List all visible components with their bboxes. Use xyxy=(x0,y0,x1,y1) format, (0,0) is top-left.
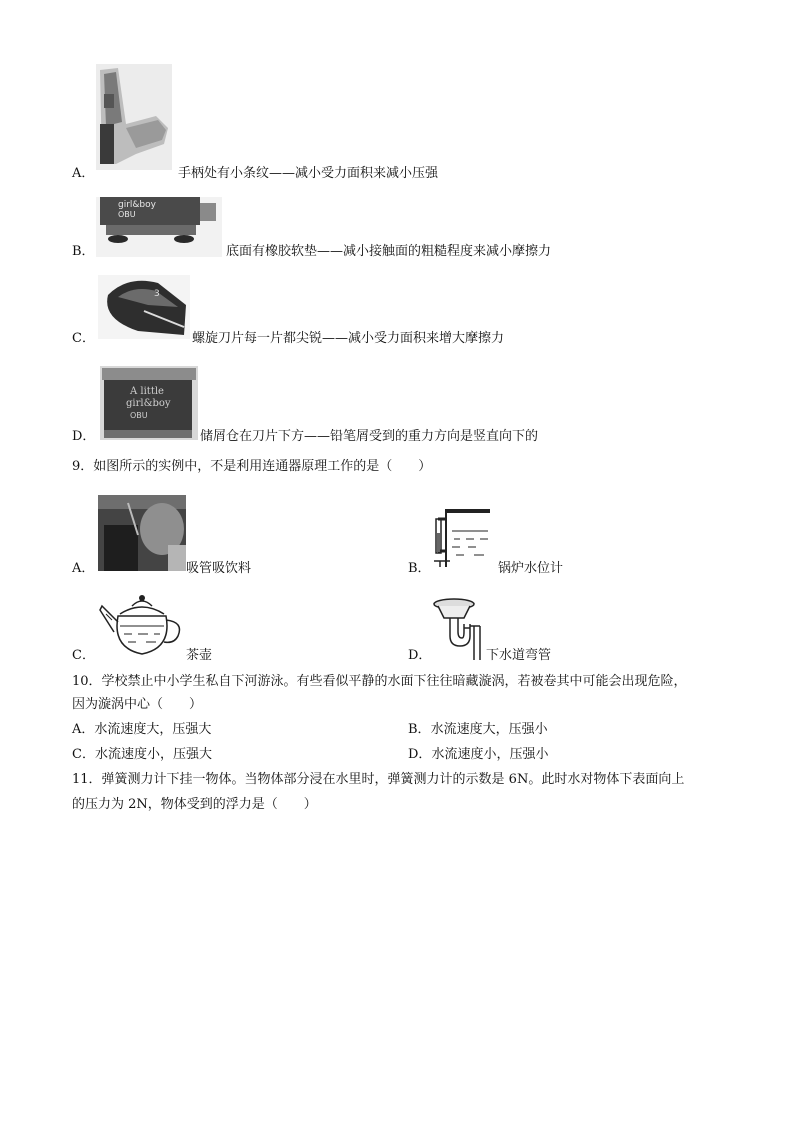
q8-option-c-text: 螺旋刀片每一片都尖锐——减小受力面积来增大摩擦力 xyxy=(192,331,505,346)
q8-option-b-text: 底面有橡胶软垫——减小接触面的粗糙程度来减小摩擦力 xyxy=(226,244,552,259)
q10-option-b-letter: B． xyxy=(408,722,431,737)
q9-option-a-text: 吸管吸饮料 xyxy=(186,561,252,576)
q9-option-b-text: 锅炉水位计 xyxy=(498,561,564,576)
bin-label-sub: OBU xyxy=(130,411,148,420)
q10-option-a-letter: A． xyxy=(72,722,95,737)
q10-option-a-text: 水流速度大，压强大 xyxy=(94,722,212,737)
blade-mark: 3 xyxy=(154,289,160,299)
shavings-bin-photo xyxy=(100,366,198,440)
boiler-water-gauge-drawing xyxy=(430,505,492,571)
q9-option-d-text: 下水道弯管 xyxy=(486,648,552,663)
q10-option-c xyxy=(72,746,212,764)
q8-option-a-letter: A． xyxy=(72,166,95,181)
q8-option-c-letter: C． xyxy=(72,331,95,346)
teapot-drawing xyxy=(98,592,186,660)
q9-option-b-letter: B． xyxy=(408,561,431,576)
q9-option-c-text: 茶壶 xyxy=(186,648,213,663)
q9-option-d-letter: D． xyxy=(408,648,432,663)
q10-option-b-text: 水流速度大，压强小 xyxy=(430,722,548,737)
sharpener-base-photo xyxy=(96,197,222,257)
q8-option-b-letter: B． xyxy=(72,244,95,259)
spiral-blade-photo xyxy=(98,275,190,339)
q11-stem-line1: 11．弹簧测力计下挂一物体。当物体部分浸在水里时，弹簧测力计的示数是 6N。此时水对物体下表面向上 xyxy=(72,772,685,787)
sharpener-base-brand: girl&boy xyxy=(118,200,156,210)
q10-option-d xyxy=(408,746,548,764)
q9-option-a-letter: A． xyxy=(72,561,95,576)
q10-option-a xyxy=(72,721,211,739)
sharpener-base-sub: OBU xyxy=(118,210,136,219)
q8-option-a-text: 手柄处有小条纹——减小受力面积来减小压强 xyxy=(178,166,439,181)
straw-drink-photo xyxy=(98,495,186,571)
q10-option-b xyxy=(408,721,548,739)
q8-option-d-text: 储屑仓在刀片下方——铅笔屑受到的重力方向是竖直向下的 xyxy=(200,429,539,444)
sharpener-handle-photo xyxy=(96,64,172,170)
bin-label-line1: A little xyxy=(130,386,164,397)
q9-option-c-letter: C． xyxy=(72,648,95,663)
q8-option-d-letter: D． xyxy=(72,429,96,444)
q10-option-d-letter: D． xyxy=(408,747,432,762)
q9-stem: 9．如图所示的实例中，不是利用连通器原理工作的是（ ） xyxy=(72,459,432,474)
q10-option-c-text: 水流速度小，压强大 xyxy=(94,747,212,762)
q11-stem-line2: 的压力为 2N，物体受到的浮力是（ ） xyxy=(72,797,317,812)
q10-option-c-letter: C． xyxy=(72,747,95,762)
q10-option-d-text: 水流速度小，压强小 xyxy=(431,747,549,762)
bin-label-line2: girl&boy xyxy=(126,398,171,409)
q10-stem-line1: 10．学校禁止中小学生私自下河游泳。有些看似平静的水面下往往暗藏漩涡，若被卷其中可能会出现危险， xyxy=(72,674,687,689)
drain-trap-drawing xyxy=(432,598,484,662)
q10-stem-line2: 因为漩涡中心（ ） xyxy=(72,697,203,712)
